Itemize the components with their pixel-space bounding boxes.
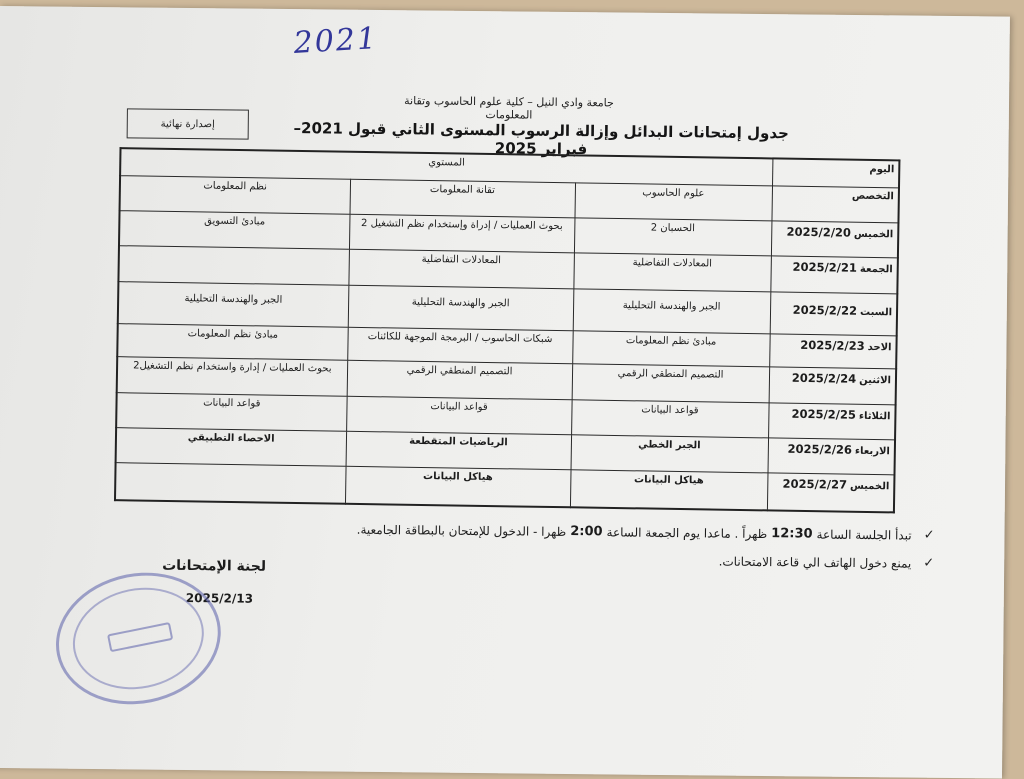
final-version-badge: إصدارة نهائية [127, 108, 249, 139]
document-page [0, 6, 1010, 779]
exam-date: 2025/2/21 [792, 259, 858, 275]
cs-exam: قواعد البيانات [571, 399, 769, 437]
exam-date: 2025/2/22 [792, 302, 858, 318]
day-name: الاثنين [859, 374, 892, 386]
cs-exam: الحسبان 2 [574, 217, 772, 255]
exam-date: 2025/2/24 [791, 370, 857, 386]
day-name: الخميس [849, 480, 890, 492]
exam-schedule-table [114, 147, 900, 513]
exam-date: 2025/2/23 [800, 337, 865, 353]
day-name: الثلاثاء [858, 410, 891, 422]
day-name: الجمعة [859, 263, 893, 275]
it-exam: قواعد البيانات [346, 396, 572, 435]
schedule-title: جدول إمتحانات البدائل وإزالة الرسوب المستوى الثاني قبول 2021– فبراير 2025 [293, 119, 789, 159]
note-phone [334, 550, 934, 571]
day-cell [768, 437, 896, 474]
session-time: 12:30 [771, 526, 813, 542]
it-exam: المعادلات التفاضلية [348, 249, 574, 289]
friday-time: 2:00 [570, 524, 603, 540]
day-cell [769, 333, 897, 368]
cs-exam: التصميم المنطقي الرقمي [572, 363, 770, 402]
day-cell [767, 472, 895, 512]
day-name: الاربعاء [854, 445, 890, 457]
cs-exam: المعادلات التفاضلية [573, 252, 771, 291]
it-exam: الرياضيات المتقطعة [346, 431, 572, 470]
exam-date: 2025/2/20 [786, 224, 852, 240]
day-header: اليوم [772, 158, 899, 187]
column-header-cs: علوم الحاسوب [575, 182, 773, 220]
checkmark-icon: ✓ [923, 555, 935, 571]
is-exam: قواعد البيانات [116, 392, 347, 431]
university-heading: جامعة وادي النيل – كلية علوم الحاسوب وتقانة المعلومات [404, 94, 614, 122]
checkmark-icon: ✓ [923, 527, 935, 543]
column-header-it: تقانة المعلومات [350, 179, 576, 218]
day-name: الخميس [853, 228, 894, 240]
stamp-band [107, 622, 173, 652]
it-exam: الجبر والهندسة التحليلية [348, 285, 574, 331]
day-cell [768, 402, 896, 439]
it-exam: بحوث العمليات / إدراة وإستخدام نظم التشغيل 2 [349, 214, 575, 253]
handwritten-year: 2021 [292, 21, 379, 61]
exam-date: 2025/2/27 [782, 476, 848, 492]
exam-date: 2025/2/25 [791, 406, 857, 422]
is-exam: الاحصاء التطبيقي [116, 427, 347, 466]
is-exam: مبادئ نظم المعلومات [117, 323, 348, 360]
official-stamp [44, 558, 232, 718]
is-exam: بحوث العمليات / إدارة واستخدام نظم التشغيل2 [117, 356, 348, 396]
is-exam [118, 245, 349, 285]
note-text: تبدأ الجلسة الساعة [816, 527, 912, 543]
it-exam: شبكات الحاسوب / البرمجة الموجهة للكائنات [347, 327, 572, 364]
note-text: ظهرا - الدخول للإمتحان بالبطاقة الجامعية. [356, 522, 567, 539]
signature-date: 2025/2/13 [185, 590, 254, 606]
cs-exam: الجبر الخطي [571, 434, 769, 472]
exam-date: 2025/2/26 [787, 441, 853, 457]
day-cell [770, 255, 898, 293]
exam-notes [334, 522, 935, 584]
cs-exam: الجبر والهندسة التحليلية [573, 288, 771, 333]
day-cell [770, 291, 898, 335]
day-name: السبت [859, 306, 893, 318]
cs-exam: هياكل البيانات [570, 469, 768, 510]
day-cell [769, 366, 897, 404]
it-exam: هياكل البيانات [345, 466, 571, 508]
day-name: الاحد [867, 341, 892, 353]
specialization-header: التخصص [771, 185, 899, 222]
is-exam: مبادئ التسويق [119, 210, 350, 249]
note-text: يمنع دخول الهاتف الي قاعة الامتحانات. [718, 554, 912, 571]
column-header-is: نظم المعلومات [120, 175, 351, 214]
note-text: ظهراً . ماعدا يوم الجمعة الساعة [606, 524, 768, 541]
it-exam: التصميم المنطقي الرقمي [347, 360, 573, 400]
is-exam: الجبر والهندسة التحليلية [118, 281, 349, 327]
cs-exam: مبادئ نظم المعلومات [572, 330, 769, 366]
is-exam [115, 462, 346, 504]
note-session-time [334, 522, 934, 543]
exam-committee-signature: لجنة الإمتحانات [162, 557, 267, 575]
day-cell [771, 220, 899, 257]
level-header: المستوي [120, 148, 772, 185]
